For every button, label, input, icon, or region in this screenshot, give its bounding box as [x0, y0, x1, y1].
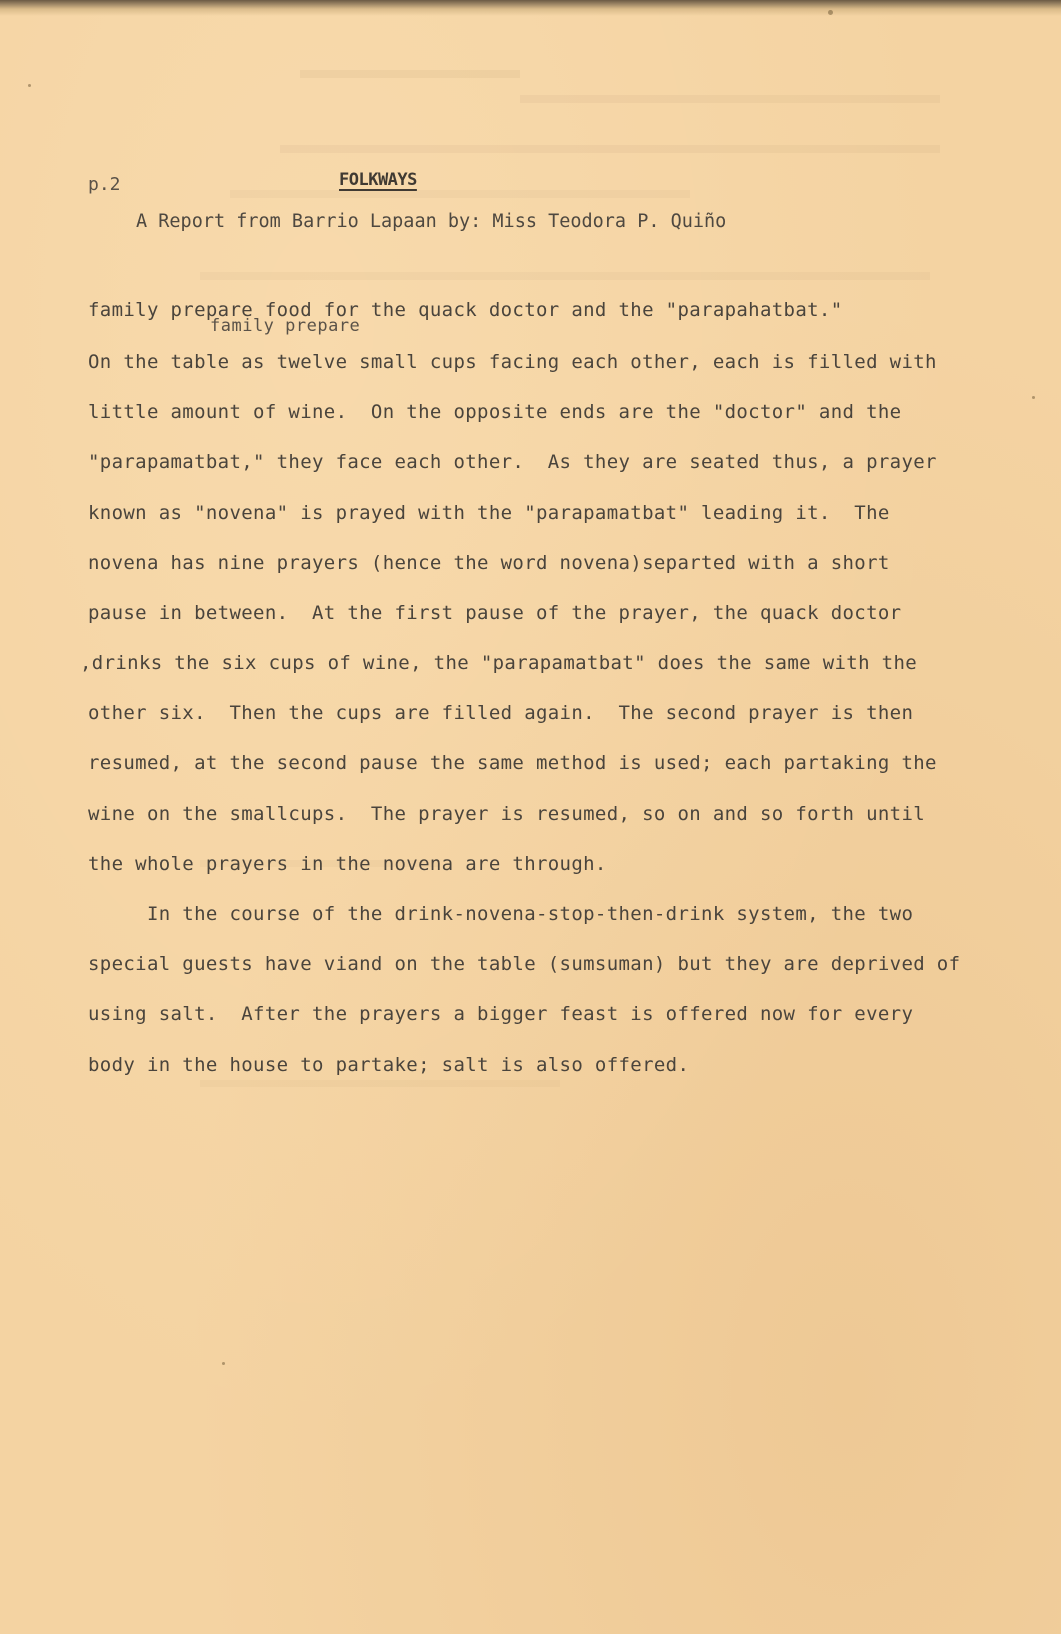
- body-line: "parapamatbat," they face each other. As they are seated thus, a prayer: [88, 451, 937, 473]
- show-through-bar: [280, 145, 940, 153]
- show-through-bar: [230, 190, 690, 198]
- body-line: novena has nine prayers (hence the word novena)separted with a short: [88, 552, 890, 574]
- show-through-bar: [300, 70, 520, 78]
- body-line: body in the house to partake; salt is also offered.: [88, 1054, 690, 1076]
- body-line: other six. Then the cups are filled again. The second prayer is then: [88, 702, 914, 724]
- body-line: On the table as twelve small cups facing each other, each is filled with: [88, 351, 937, 373]
- page-number: p.2: [88, 174, 121, 195]
- body-line: using salt. After the prayers a bigger feast is offered now for every: [88, 1003, 914, 1025]
- show-through-bar: [200, 272, 930, 280]
- body-line: known as "novena" is prayed with the "parapamatbat" leading it. The: [88, 502, 890, 524]
- paper-speck: [222, 1362, 225, 1365]
- body-line: special guests have viand on the table (sumsuman) but they are deprived of: [88, 953, 961, 975]
- body-line: ,drinks the six cups of wine, the "parapamatbat" does the same with the: [80, 652, 918, 674]
- body-line: pause in between. At the first pause of the prayer, the quack doctor: [88, 602, 902, 624]
- body-line: resumed, at the second pause the same method is used; each partaking the: [88, 752, 937, 774]
- body-line: the whole prayers in the novena are through.: [88, 853, 607, 875]
- report-byline: A Report from Barrio Lapaan by: Miss Teodora P. Quiño: [136, 211, 727, 232]
- body-line: family prepare food for the quack doctor and the "parapahatbat.": [88, 299, 843, 321]
- show-through-bar: [520, 95, 940, 103]
- paper-speck: [828, 10, 833, 15]
- page-title: FOLKWAYS: [339, 170, 417, 190]
- paper-speck: [1032, 396, 1035, 399]
- typed-overstrike: family prepare: [210, 316, 361, 336]
- body-line: wine on the smallcups. The prayer is resumed, so on and so forth until: [88, 803, 926, 825]
- body-line: little amount of wine. On the opposite ends are the "doctor" and the: [88, 401, 902, 423]
- paper-speck: [28, 84, 31, 87]
- page-top-edge: [0, 0, 1061, 16]
- show-through-bar: [200, 1080, 560, 1087]
- body-line: In the course of the drink-novena-stop-then-drink system, the two: [88, 903, 914, 925]
